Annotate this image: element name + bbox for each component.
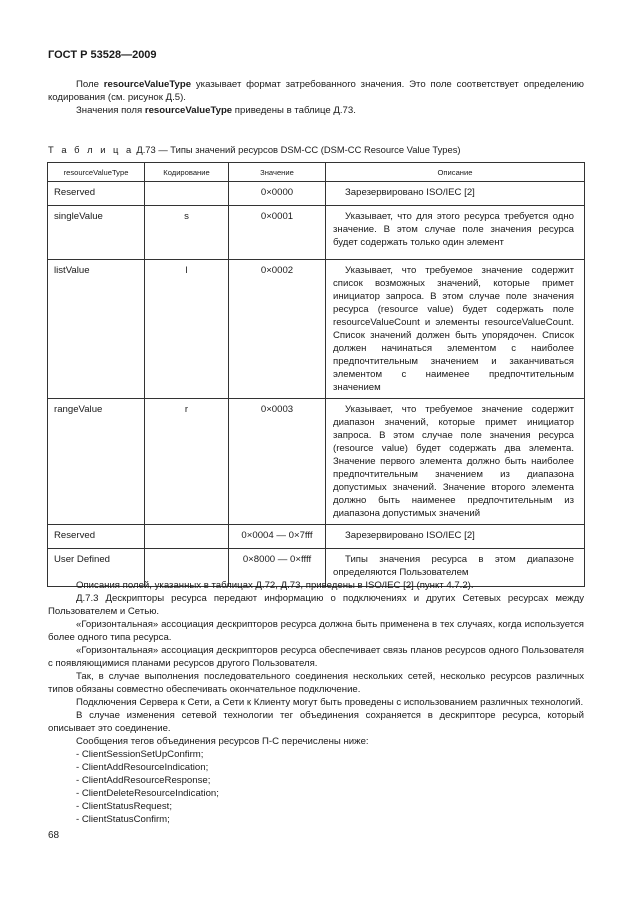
message-list — [48, 748, 584, 826]
cell-type: singleValue — [48, 206, 145, 260]
list-item: - ClientStatusConfirm; — [76, 814, 170, 825]
body-paragraph: Подключения Сервера к Сети, а Сети к Клиенту могут быть проведены с использованием различных технологий. — [76, 697, 584, 708]
cell-description: Указывает, что требуемое значение содержит диапазон значений, которые примет инициатор запроса. В этом случае поле значения ресурса (resource value) будет содержать два элемента. Значение первого элемента должно быть наиболее предпочтительным значением из диапазона допустимых значений. Значение второго элемента должно быть наименее предпочтительным из диапазона допустимых значений — [326, 399, 585, 525]
body-paragraph: Д.7.3 Дескрипторы ресурса передают информацию о подключениях и других Сетевых ресурсах между Пользователем и Сетью. — [48, 593, 584, 617]
table-row — [48, 182, 585, 206]
cell-value: 0×0000 — [229, 182, 326, 206]
cell-code — [145, 182, 229, 206]
body-paragraph: Описания полей, указанных в таблицах Д.72, Д.73, приведены в ISO/IEC [2] (пункт 4.7.2). — [76, 580, 474, 591]
table-row — [48, 399, 585, 525]
intro-section — [48, 78, 584, 117]
cell-value: 0×0001 — [229, 206, 326, 260]
cell-code: s — [145, 206, 229, 260]
cell-code: r — [145, 399, 229, 525]
list-item: - ClientAddResourceIndication; — [76, 762, 209, 773]
cell-type: Reserved — [48, 525, 145, 549]
cell-value: 0×0003 — [229, 399, 326, 525]
resource-value-types-table — [47, 162, 585, 587]
body-paragraph: «Горизонтальная» ассоциация дескрипторов ресурса обеспечивает связь планов ресурсов одного Пользователя с появляющимися планами ресурсов другого Пользователя. — [48, 645, 584, 669]
cell-value: 0×0004 — 0×7fff — [229, 525, 326, 549]
table-row — [48, 206, 585, 260]
cell-description: Типы значения ресурса в этом диапазоне определяются Пользователем — [326, 549, 585, 587]
field-name: resourceValueType — [103, 79, 192, 90]
document-id: ГОСТ Р 53528—2009 — [48, 49, 157, 61]
body-paragraph: Сообщения тегов объединения ресурсов П-С перечислены ниже: — [76, 736, 369, 747]
table-row — [48, 525, 585, 549]
list-item: - ClientDeleteResourceIndication; — [76, 788, 219, 799]
table-row — [48, 260, 585, 399]
table-caption: Т а б л и ц а Д.73 — Типы значений ресурсов DSM-CC (DSM-CC Resource Value Types) — [48, 144, 461, 155]
page-number: 68 — [48, 830, 60, 841]
column-header: Кодирование — [145, 163, 229, 182]
cell-description: Зарезервировано ISO/IEC [2] — [326, 182, 585, 206]
list-item: - ClientStatusRequest; — [76, 801, 172, 812]
cell-type: listValue — [48, 260, 145, 399]
column-header: Описание — [326, 163, 585, 182]
cell-value: 0×8000 — 0×ffff — [229, 549, 326, 587]
cell-code — [145, 525, 229, 549]
cell-description: Указывает, что для этого ресурса требуется одно значение. В этом случае поле значения ресурса будет содержать только один элемент — [326, 206, 585, 260]
list-item: - ClientAddResourceResponse; — [76, 775, 211, 786]
cell-type: rangeValue — [48, 399, 145, 525]
column-header: Значение — [229, 163, 326, 182]
cell-type: User Defined — [48, 549, 145, 587]
cell-description: Указывает, что требуемое значение содержит список возможных значений, которые примет инициатор запроса. В этом случае поле значения ресурса (resource value) будет содержать поле resourceValueCount и элементы resourceValueCount. Список значений должен быть упорядочен. Список должен начинаться элементом с наиболее предпочтительным значением и заканчиваться элементом с наименее предпочтительным значением — [326, 260, 585, 399]
column-header: resourceValueType — [48, 163, 145, 182]
body-section — [48, 579, 584, 826]
field-name: resourceValueType — [144, 105, 233, 116]
table-header-row — [48, 163, 585, 182]
cell-type: Reserved — [48, 182, 145, 206]
intro-paragraph-2: Значения поля resourceValueType приведены в таблице Д.73. — [76, 105, 356, 116]
list-item: - ClientSessionSetUpConfirm; — [76, 749, 204, 760]
body-paragraph: В случае изменения сетевой технологии тег объединения сохраняется в дескрипторе ресурса, который описывает это соединение. — [48, 710, 584, 734]
body-paragraph: Так, в случае выполнения последовательного соединения нескольких сетей, несколько ресурсов различных типов обязаны совместно обеспечивать окончательное подключение. — [48, 671, 584, 695]
intro-paragraph-1: Поле resourceValueType указывает формат затребованного значения. Это поле соответствует определению кодирования (см. рисунок Д.5). — [48, 79, 585, 103]
cell-value: 0×0002 — [229, 260, 326, 399]
body-paragraph: «Горизонтальная» ассоциация дескрипторов ресурса должна быть применена в тех случаях, когда используется более одного типа ресурса. — [48, 619, 584, 643]
cell-code: l — [145, 260, 229, 399]
cell-description: Зарезервировано ISO/IEC [2] — [326, 525, 585, 549]
